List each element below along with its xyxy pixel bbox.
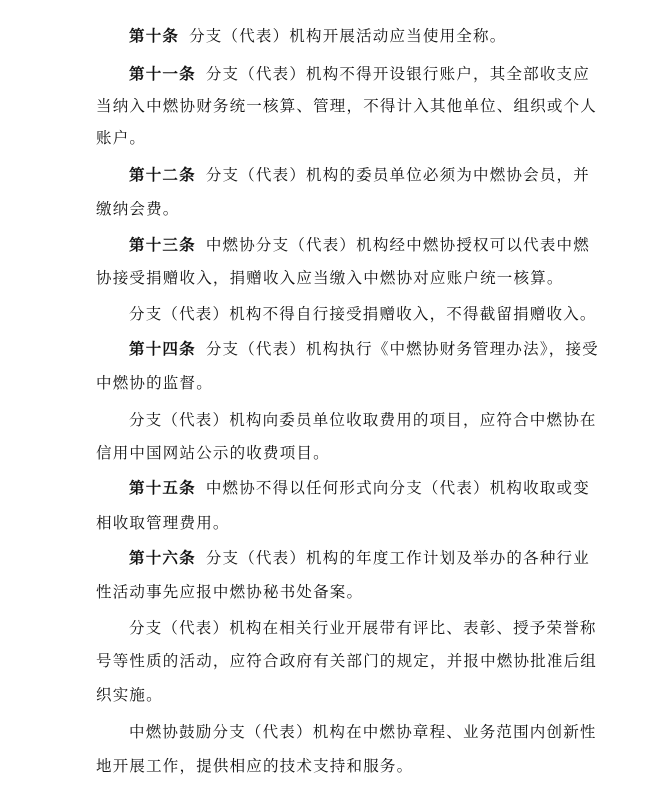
- article-14-line: [129, 331, 599, 367]
- paragraph-line: 中燃协鼓励分支（代表）机构在中燃协章程、业务范围内创新性: [129, 723, 597, 741]
- article-number: 第十三条: [129, 236, 196, 254]
- article-number: 第十条: [129, 27, 180, 45]
- body-line: 缴纳会费。: [96, 200, 180, 218]
- article-text: 分支（代表）机构的委员单位必须为中燃协会员，并: [205, 166, 590, 184]
- article-number: 第十一条: [129, 65, 196, 83]
- article-text: 中燃协不得以任何形式向分支（代表）机构收取或变: [205, 479, 590, 497]
- body-line: 织实施。: [96, 686, 163, 704]
- article-10-line: [129, 18, 599, 54]
- paragraph-line: 分支（代表）机构不得自行接受捐赠收入，不得截留捐赠收入。: [129, 305, 597, 323]
- body-line: 账户。: [96, 129, 147, 147]
- body-line: 中燃协的监督。: [96, 374, 213, 392]
- article-text: 分支（代表）机构的年度工作计划及举办的各种行业: [205, 549, 590, 567]
- article-number: 第十六条: [129, 549, 196, 567]
- paragraph-line: 分支（代表）机构向委员单位收取费用的项目，应符合中燃协在: [129, 411, 597, 429]
- body-line: 号等性质的活动，应符合政府有关部门的规定，并报中燃协批准后组: [96, 652, 598, 670]
- body-line: 协接受捐赠收入，捐赠收入应当缴入中燃协对应账户统一核算。: [96, 269, 564, 287]
- body-line: 性活动事先应报中燃协秘书处备案。: [96, 583, 364, 601]
- article-16-line: [129, 540, 599, 576]
- article-13-line: [129, 227, 599, 263]
- article-text: 中燃协分支（代表）机构经中燃协授权可以代表中燃: [205, 236, 590, 254]
- article-15-line: [129, 470, 599, 506]
- article-text: 分支（代表）机构不得开设银行账户，其全部收支应: [205, 65, 590, 83]
- body-line: 信用中国网站公示的收费项目。: [96, 444, 330, 462]
- paragraph-line: 分支（代表）机构在相关行业开展带有评比、表彰、授予荣誉称: [129, 619, 597, 637]
- article-text: 分支（代表）机构开展活动应当使用全称。: [189, 27, 507, 45]
- article-number: 第十四条: [129, 340, 196, 358]
- article-12-line: [129, 157, 599, 193]
- body-line: 相收取管理费用。: [96, 514, 230, 532]
- article-text: 分支（代表）机构执行《中燃协财务管理办法》，接受: [205, 340, 599, 358]
- article-number: 第十五条: [129, 479, 196, 497]
- article-11-line: [129, 56, 599, 92]
- body-line: 地开展工作，提供相应的技术支持和服务。: [96, 757, 414, 775]
- article-number: 第十二条: [129, 166, 196, 184]
- body-line: 当纳入中燃协财务统一核算、管理，不得计入其他单位、组织或个人: [96, 97, 598, 115]
